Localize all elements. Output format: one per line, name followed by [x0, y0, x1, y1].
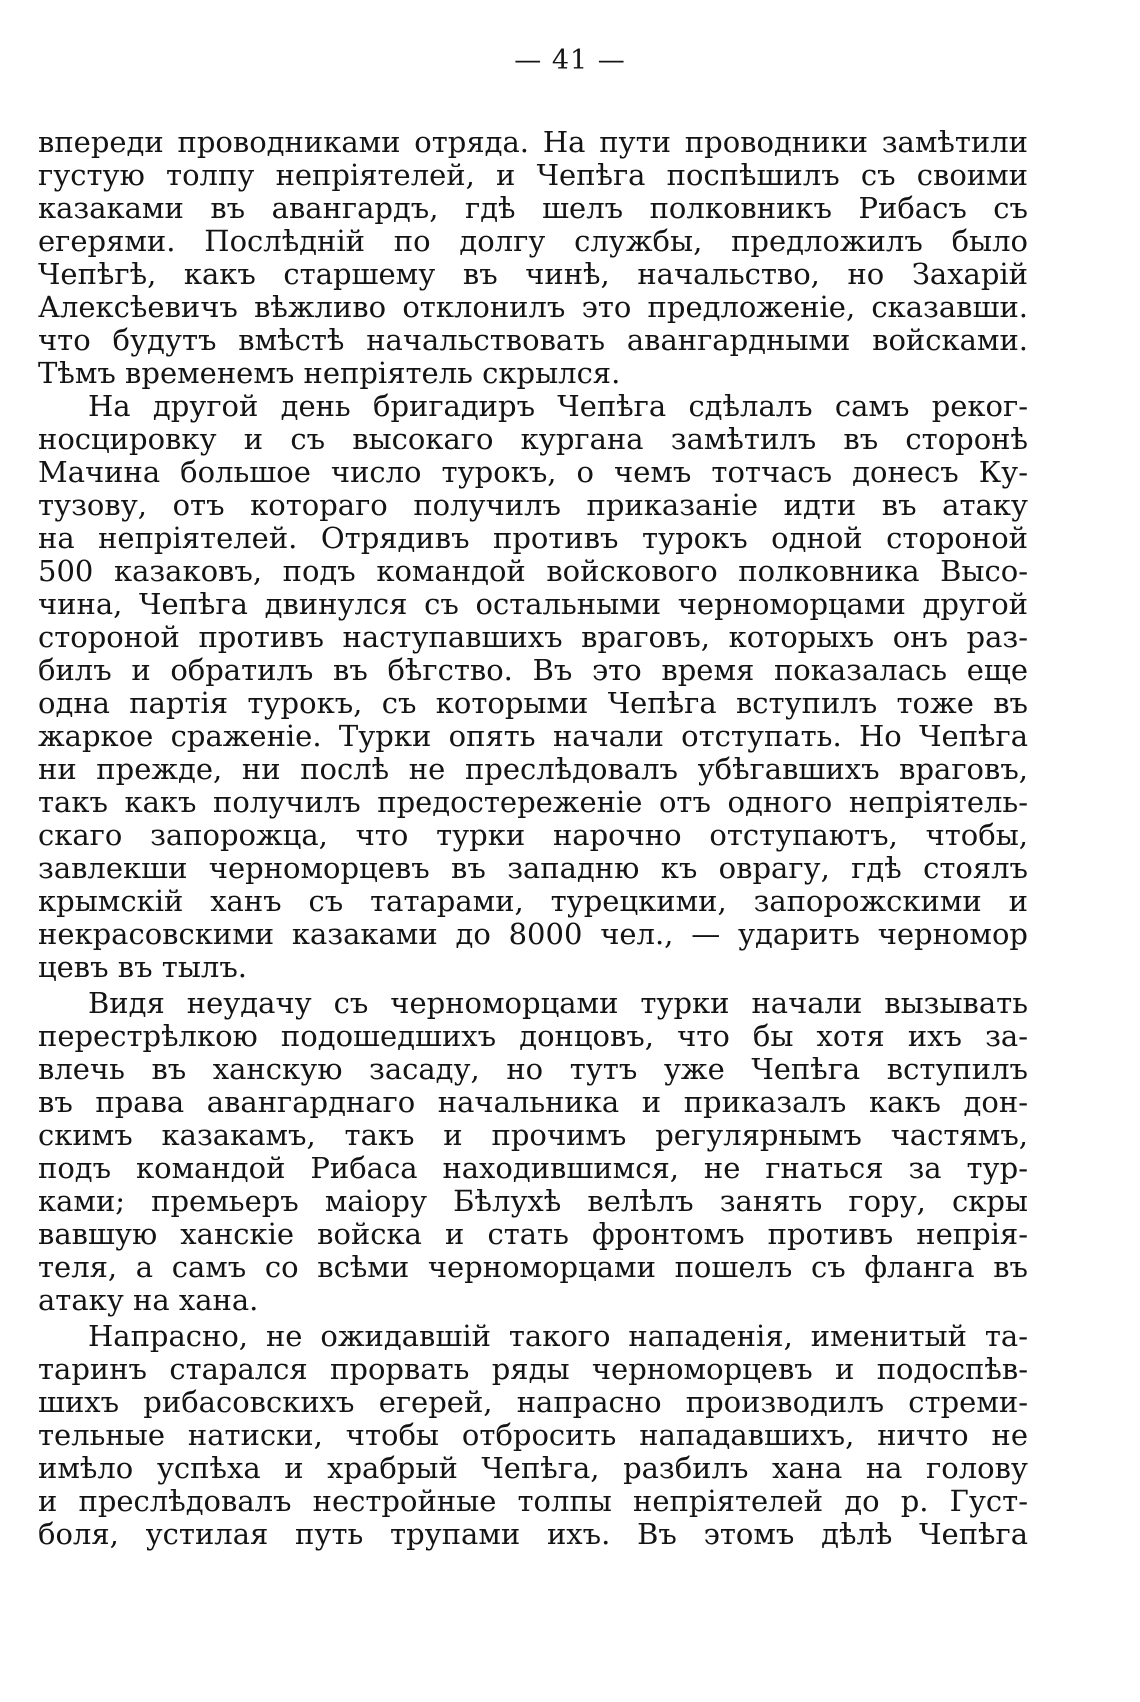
text-line: одна партія турокъ, съ которыми Чепѣга вступилъ тоже въ: [38, 687, 1028, 720]
text-line: завлекши черноморцевъ въ западню къ оврагу, гдѣ стоялъ: [38, 852, 1028, 885]
text-line: имѣло успѣха и храбрый Чепѣга, разбилъ хана на голову: [38, 1452, 1028, 1485]
text-line: цевъ въ тылъ.: [38, 951, 248, 984]
text-line: на непріятелей. Отрядивъ противъ турокъ одной стороной: [38, 522, 1028, 555]
text-line: влечь въ ханскую засаду, но тутъ уже Чепѣга вступилъ: [38, 1053, 1028, 1086]
text-line: казаками въ авангардъ, гдѣ шелъ полковникъ Рибасъ съ: [38, 192, 1028, 225]
text-line: егерями. Послѣдній по долгу службы, предложилъ было: [38, 225, 1028, 258]
text-line: впереди проводниками отряда. На пути проводники замѣтили: [38, 126, 1028, 159]
text-line: скаго запорожца, что турки нарочно отступаютъ, чтобы,: [38, 819, 1028, 852]
text-line: носцировку и съ высокаго кургана замѣтилъ въ сторонѣ: [38, 423, 1028, 456]
text-line: Мачина большое число турокъ, о чемъ тотчасъ донесъ Ку-: [38, 456, 1028, 489]
text-line: чина, Чепѣга двинулся съ остальными черноморцами другой: [38, 588, 1028, 621]
text-line: ками; премьеръ маіору Бѣлухѣ велѣлъ занять гору, скры: [38, 1185, 1028, 1218]
paragraph-3: [38, 987, 1028, 1317]
paragraph-1: [38, 126, 1028, 390]
text-line: Тѣмъ временемъ непріятель скрылся.: [38, 357, 621, 390]
text-line: таринъ старался прорвать ряды черноморцевъ и подоспѣв-: [38, 1353, 1028, 1386]
text-line: скимъ казакамъ, такъ и прочимъ регулярнымъ частямъ,: [38, 1119, 1028, 1152]
page-number: — 41 —: [514, 45, 626, 76]
paragraph-2: [38, 390, 1028, 984]
text-line: жаркое сраженіе. Турки опять начали отступать. Но Чепѣга: [38, 720, 1028, 753]
text-line: боля, устилая путь трупами ихъ. Въ этомъ дѣлѣ Чепѣга: [38, 1518, 1028, 1551]
text-line: вавшую ханскіе войска и стать фронтомъ противъ непрія-: [38, 1218, 1028, 1251]
text-line: атаку на хана.: [38, 1284, 259, 1317]
text-line: что будутъ вмѣстѣ начальствовать авангардными войсками.: [38, 324, 1028, 357]
paragraph-4: [38, 1320, 1028, 1551]
text-line: ни прежде, ни послѣ не преслѣдовалъ убѣгавшихъ враговъ,: [38, 753, 1028, 786]
text-line: билъ и обратилъ въ бѣгство. Въ это время показалась еще: [38, 654, 1028, 687]
text-line: крымскій ханъ съ татарами, турецкими, запорожскими и: [38, 885, 1028, 918]
text-line: Чепѣгѣ, какъ старшему въ чинѣ, начальство, но Захарій: [38, 258, 1028, 291]
text-line: и преслѣдовалъ нестройные толпы непріятелей до р. Густ-: [38, 1485, 1028, 1518]
text-line: На другой день бригадиръ Чепѣга сдѣлалъ самъ реког-: [88, 390, 1028, 423]
text-line: стороной противъ наступавшихъ враговъ, которыхъ онъ раз-: [38, 621, 1028, 654]
text-line: тельные натиски, чтобы отбросить нападавшихъ, ничто не: [38, 1419, 1028, 1452]
body-text: [38, 126, 1028, 1551]
text-line: въ права авангарднаго начальника и приказалъ какъ дон-: [38, 1086, 1028, 1119]
text-line: 500 казаковъ, подъ командой войскового полковника Высо-: [38, 555, 1028, 588]
text-line: подъ командой Рибаса находившимся, не гнаться за тур-: [38, 1152, 1028, 1185]
text-line: Видя неудачу съ черноморцами турки начали вызывать: [88, 987, 1028, 1020]
text-line: перестрѣлкою подошедшихъ донцовъ, что бы хотя ихъ за-: [38, 1020, 1028, 1053]
text-line: теля, а самъ со всѣми черноморцами пошелъ съ фланга въ: [38, 1251, 1028, 1284]
text-line: некрасовскими казаками до 8000 чел., — ударить черномор: [38, 918, 1028, 951]
text-line: шихъ рибасовскихъ егерей, напрасно производилъ стреми-: [38, 1386, 1028, 1419]
text-line: Алексѣевичъ вѣжливо отклонилъ это предложеніе, сказавши.: [38, 291, 1028, 324]
text-line: густую толпу непріятелей, и Чепѣга поспѣшилъ съ своими: [38, 159, 1028, 192]
text-line: такъ какъ получилъ предостереженіе отъ одного непріятель-: [38, 786, 1028, 819]
text-line: тузову, отъ котораго получилъ приказаніе идти въ атаку: [38, 489, 1028, 522]
text-line: Напрасно, не ожидавшій такого нападенія, именитый та-: [88, 1320, 1028, 1353]
